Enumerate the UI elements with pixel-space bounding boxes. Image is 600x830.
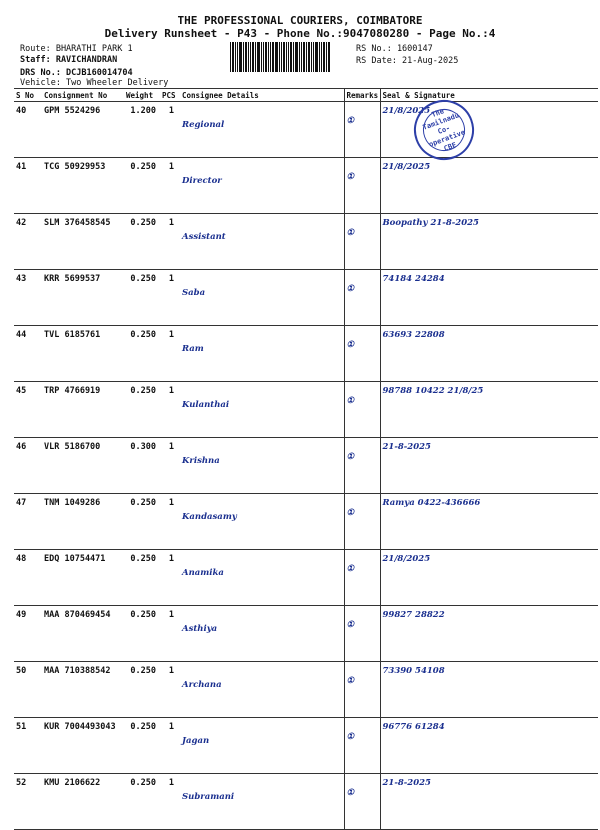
row-pcs: 1 [160, 550, 180, 606]
row-weight: 0.250 [124, 774, 160, 830]
table-row [14, 270, 598, 326]
row-remark: ① [344, 102, 380, 158]
table-row [14, 550, 598, 606]
table-row [14, 774, 598, 830]
row-consignee: Assistant [180, 214, 344, 270]
row-weight: 0.250 [124, 606, 160, 662]
row-weight: 0.250 [124, 662, 160, 718]
row-consignment: GPM 5524296 [42, 102, 124, 158]
row-signature: 74184 24284 [380, 270, 598, 326]
row-remark: ① [344, 494, 380, 550]
table-row [14, 606, 598, 662]
row-weight: 0.250 [124, 214, 160, 270]
row-consignee: Director [180, 158, 344, 214]
row-consignee: Saba [180, 270, 344, 326]
row-sno: 49 [14, 606, 42, 662]
table-row [14, 662, 598, 718]
row-sno: 48 [14, 550, 42, 606]
col-consignment: Consignment No [42, 89, 124, 102]
company-title: THE PROFESSIONAL COURIERS, COIMBATORE [177, 14, 423, 27]
row-weight: 0.250 [124, 718, 160, 774]
row-remark: ① [344, 550, 380, 606]
row-remark: ① [344, 382, 380, 438]
row-remark: ① [344, 606, 380, 662]
table-row [14, 102, 598, 158]
row-sno: 40 [14, 102, 42, 158]
table-row [14, 494, 598, 550]
row-sno: 44 [14, 326, 42, 382]
row-consignment: TVL 6185761 [42, 326, 124, 382]
row-signature: 21-8-2025 [380, 774, 598, 830]
row-pcs: 1 [160, 662, 180, 718]
row-signature: 63693 22808 [380, 326, 598, 382]
row-weight: 0.250 [124, 326, 160, 382]
row-signature: 99827 28822 [380, 606, 598, 662]
row-consignee: Kandasamy [180, 494, 344, 550]
row-signature: 21/8/2025 [380, 550, 598, 606]
vehicle-label: Vehicle: Two Wheeler Delivery [20, 78, 169, 88]
row-remark: ① [344, 718, 380, 774]
drs-number: DRS No.: DCJB160014704 [20, 68, 133, 78]
row-pcs: 1 [160, 102, 180, 158]
rs-number: RS No.: 1600147 [356, 44, 433, 54]
row-consignment: EDQ 10754471 [42, 550, 124, 606]
staff-label: Staff: RAVICHANDRAN [20, 55, 118, 65]
row-consignee: Kulanthai [180, 382, 344, 438]
row-pcs: 1 [160, 382, 180, 438]
row-signature: 98788 10422 21/8/25 [380, 382, 598, 438]
row-remark: ① [344, 774, 380, 830]
row-pcs: 1 [160, 606, 180, 662]
col-consignee: Consignee Details [180, 89, 344, 102]
col-pcs: PCS [160, 89, 180, 102]
row-sno: 46 [14, 438, 42, 494]
row-sno: 42 [14, 214, 42, 270]
row-signature: Ramya 0422-436666 [380, 494, 598, 550]
rs-date: RS Date: 21-Aug-2025 [356, 56, 459, 66]
table-row [14, 158, 598, 214]
row-pcs: 1 [160, 494, 180, 550]
row-consignment: KRR 5699537 [42, 270, 124, 326]
col-signature: Seal & Signature [380, 89, 598, 102]
runsheet-subtitle: Delivery Runsheet - P43 - Phone No.:9047080280 - Page No.:4 [104, 27, 496, 40]
row-consignment: TNM 1049286 [42, 494, 124, 550]
row-signature: 21/8/2025 [380, 158, 598, 214]
row-sno: 47 [14, 494, 42, 550]
row-signature: 21/8/2025 [380, 102, 598, 158]
row-sno: 45 [14, 382, 42, 438]
row-weight: 0.250 [124, 494, 160, 550]
row-signature: 73390 54108 [380, 662, 598, 718]
row-weight: 0.250 [124, 158, 160, 214]
row-remark: ① [344, 214, 380, 270]
col-sno: S No [14, 89, 42, 102]
row-consignee: Archana [180, 662, 344, 718]
row-consignee: Jagan [180, 718, 344, 774]
row-consignment: MAA 710388542 [42, 662, 124, 718]
row-pcs: 1 [160, 774, 180, 830]
row-weight: 0.250 [124, 270, 160, 326]
row-weight: 0.250 [124, 550, 160, 606]
row-consignment: MAA 870469454 [42, 606, 124, 662]
row-sno: 41 [14, 158, 42, 214]
row-sno: 43 [14, 270, 42, 326]
row-consignment: KMU 2106622 [42, 774, 124, 830]
row-remark: ① [344, 438, 380, 494]
col-remarks: Remarks [344, 89, 380, 102]
row-consignment: TRP 4766919 [42, 382, 124, 438]
row-pcs: 1 [160, 718, 180, 774]
row-pcs: 1 [160, 214, 180, 270]
row-signature: 96776 61284 [380, 718, 598, 774]
row-weight: 1.200 [124, 102, 160, 158]
row-pcs: 1 [160, 438, 180, 494]
table-row [14, 718, 598, 774]
row-remark: ① [344, 326, 380, 382]
row-sno: 51 [14, 718, 42, 774]
row-consignment: VLR 5186700 [42, 438, 124, 494]
row-sno: 50 [14, 662, 42, 718]
row-remark: ① [344, 662, 380, 718]
table-row [14, 382, 598, 438]
row-remark: ① [344, 158, 380, 214]
runsheet-table [14, 88, 598, 830]
row-consignment: TCG 50929953 [42, 158, 124, 214]
row-consignee: Ram [180, 326, 344, 382]
row-pcs: 1 [160, 326, 180, 382]
route-label: Route: BHARATHI PARK 1 [20, 44, 133, 54]
row-weight: 0.250 [124, 382, 160, 438]
row-consignee: Anamika [180, 550, 344, 606]
stamp-text: The Tamilnadu Co-operative CBE [417, 103, 471, 157]
table-row [14, 214, 598, 270]
row-consignee: Regional [180, 102, 344, 158]
row-consignment: KUR 7004493043 [42, 718, 124, 774]
row-sno: 52 [14, 774, 42, 830]
table-row [14, 326, 598, 382]
row-consignee: Subramani [180, 774, 344, 830]
row-pcs: 1 [160, 270, 180, 326]
col-weight: Weight [124, 89, 160, 102]
row-signature: Boopathy 21-8-2025 [380, 214, 598, 270]
row-weight: 0.300 [124, 438, 160, 494]
row-signature: 21-8-2025 [380, 438, 598, 494]
table-row [14, 438, 598, 494]
row-consignee: Krishna [180, 438, 344, 494]
row-pcs: 1 [160, 158, 180, 214]
table-header-row [14, 89, 598, 102]
row-consignee: Asthiya [180, 606, 344, 662]
barcode [230, 42, 350, 72]
row-consignment: SLM 376458545 [42, 214, 124, 270]
row-remark: ① [344, 270, 380, 326]
